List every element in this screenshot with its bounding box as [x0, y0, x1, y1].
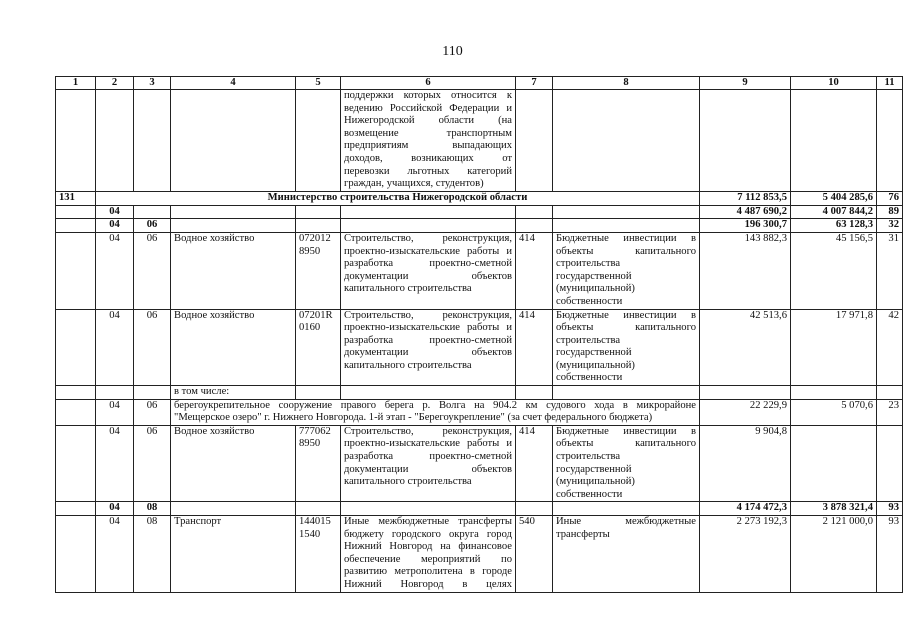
expense-description: Строительство, реконструкция, проектно-изыскательские работы и разработка проектно-сметной документации объектов капитального строительства: [341, 232, 516, 309]
amount-col10: 17 971,8: [791, 309, 877, 386]
ministry-name: Министерство строительства Нижегородской области: [96, 191, 700, 205]
percent-col11: 89: [877, 205, 903, 219]
percent-col11: [877, 425, 903, 502]
amount-col10: 4 007 844,2: [791, 205, 877, 219]
table-row: [56, 425, 903, 502]
header-cell: 10: [791, 77, 877, 90]
section-code: 04: [96, 399, 134, 425]
header-cell: 2: [96, 77, 134, 90]
amount-col10: 2 121 000,0: [791, 516, 877, 593]
amount-col9: 42 513,6: [700, 309, 791, 386]
page-number: 110: [442, 44, 463, 59]
activity-name: Водное хозяйство: [171, 232, 296, 309]
section-code: 04: [96, 309, 134, 386]
expense-type-code: 414: [516, 309, 553, 386]
section-code: 04: [96, 502, 134, 516]
table-row-subsection-0406: [56, 219, 903, 233]
target-code: 07201R 0160: [296, 309, 341, 386]
expense-description: Иные межбюджетные трансферты бюджету городского округа город Нижний Новгород на финансовое обеспечение мероприятий по развитию метрополитена в городе Нижний Новгород в целях: [341, 516, 516, 593]
section-code: 04: [96, 425, 134, 502]
expense-type-name: Бюджетные инвестиции в объекты капитального строительства государственной (муниципальной) собственности: [553, 232, 700, 309]
table-row-subsection-0408: [56, 502, 903, 516]
ministry-code: 131: [56, 191, 96, 205]
expense-description: Строительство, реконструкция, проектно-изыскательские работы и разработка проектно-сметной документации объектов капитального строительства: [341, 309, 516, 386]
header-cell: 9: [700, 77, 791, 90]
subsection-code: 06: [134, 219, 171, 233]
activity-name: Транспорт: [171, 516, 296, 593]
target-code: 144015 1540: [296, 516, 341, 593]
amount-col9: 2 273 192,3: [700, 516, 791, 593]
target-code: 777062 8950: [296, 425, 341, 502]
activity-name: Водное хозяйство: [171, 425, 296, 502]
header-cell: 4: [171, 77, 296, 90]
amount-col9: 196 300,7: [700, 219, 791, 233]
percent-col11: 32: [877, 219, 903, 233]
amount-col9: 143 882,3: [700, 232, 791, 309]
table-row-including: [56, 386, 903, 400]
continuation-description: поддержки которых относится к ведению Российской Федерации и Нижегородской области (на возмещение транспортным предприятиям выпадающих доходов, возникающих от перевозки льготных категорий граждан, учащихся, студентов): [341, 90, 516, 192]
table-row: [56, 516, 903, 593]
expense-type-name: Иные межбюджетные трансферты: [553, 516, 700, 593]
subsection-code: 06: [134, 425, 171, 502]
header-cell: 7: [516, 77, 553, 90]
table-row-ministry: [56, 191, 903, 205]
amount-col10: 63 128,3: [791, 219, 877, 233]
percent-col11: 93: [877, 516, 903, 593]
activity-name: Водное хозяйство: [171, 309, 296, 386]
subsection-code: 06: [134, 399, 171, 425]
amount-col9: 4 487 690,2: [700, 205, 791, 219]
table-row-continuation: [56, 90, 903, 192]
header-cell: 6: [341, 77, 516, 90]
amount-col10: 5 070,6: [791, 399, 877, 425]
percent-col11: 31: [877, 232, 903, 309]
amount-col9: 22 229,9: [700, 399, 791, 425]
expense-type-name: Бюджетные инвестиции в объекты капитального строительства государственной (муниципальной) собственности: [553, 425, 700, 502]
expense-type-code: 540: [516, 516, 553, 593]
section-code: 04: [96, 205, 134, 219]
subsection-code: 08: [134, 516, 171, 593]
amount-col10: [791, 425, 877, 502]
including-label: в том числе:: [171, 386, 296, 400]
target-code: 072012 8950: [296, 232, 341, 309]
percent-col11: 93: [877, 502, 903, 516]
amount-col10: 3 878 321,4: [791, 502, 877, 516]
subsection-code: 06: [134, 232, 171, 309]
subsection-code: 08: [134, 502, 171, 516]
amount-col10: 45 156,5: [791, 232, 877, 309]
header-cell: 3: [134, 77, 171, 90]
section-code: 04: [96, 232, 134, 309]
table-row: [56, 309, 903, 386]
expense-type-name: Бюджетные инвестиции в объекты капитального строительства государственной (муниципальной) собственности: [553, 309, 700, 386]
header-cell: 5: [296, 77, 341, 90]
percent-col11: 76: [877, 191, 903, 205]
section-code: 04: [96, 219, 134, 233]
header-cell: 11: [877, 77, 903, 90]
header-cell: 8: [553, 77, 700, 90]
amount-col9: 4 174 472,3: [700, 502, 791, 516]
subsection-code: 06: [134, 309, 171, 386]
table-row-section-04: [56, 205, 903, 219]
amount-col9: 9 904,8: [700, 425, 791, 502]
budget-table: [55, 76, 903, 593]
object-description: берегоукрепительное сооружение правого берега р. Волга на 904.2 км судового хода в микрорайоне "Мещерское озеро" г. Нижнего Новгорода. 1-й этап - "Берегоукрепление" (за счет федерального бюджета): [171, 399, 700, 425]
amount-col9: 7 112 853,5: [700, 191, 791, 205]
table-row-object: [56, 399, 903, 425]
table-row: [56, 232, 903, 309]
amount-col10: 5 404 285,6: [791, 191, 877, 205]
expense-type-code: 414: [516, 232, 553, 309]
percent-col11: 42: [877, 309, 903, 386]
section-code: 04: [96, 516, 134, 593]
expense-description: Строительство, реконструкция, проектно-изыскательские работы и разработка проектно-сметной документации объектов капитального строительства: [341, 425, 516, 502]
table-header-row: [56, 77, 903, 90]
expense-type-code: 414: [516, 425, 553, 502]
percent-col11: 23: [877, 399, 903, 425]
header-cell: 1: [56, 77, 96, 90]
